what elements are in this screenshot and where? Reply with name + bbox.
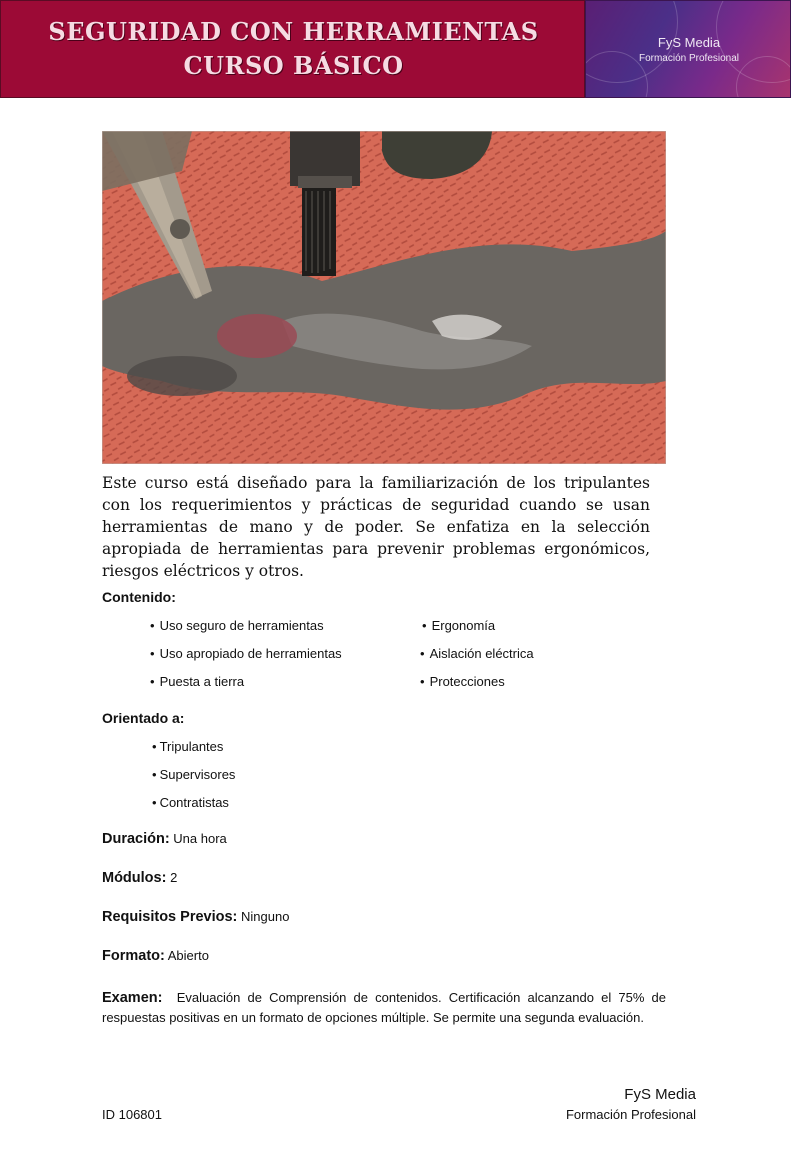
brand-name: FyS Media — [657, 35, 721, 50]
title-line-1: SEGURIDAD CON HERRAMIENTAS — [48, 17, 539, 46]
contenido-item: • Uso seguro de herramientas — [150, 618, 324, 633]
brand-subtitle: Formación Profesional — [638, 53, 740, 64]
duracion-row: Duración: Una hora — [102, 831, 227, 847]
title-line-2: CURSO BÁSICO — [183, 51, 404, 80]
tools-on-deck-image — [102, 131, 666, 464]
modulos-row: Módulos: 2 — [102, 870, 178, 886]
audience-item: • Supervisores — [152, 767, 236, 782]
course-id: ID 106801 — [102, 1107, 162, 1122]
examen-paragraph: Examen: Evaluación de Comprensión de contenidos. Certificación alcanzando el 75% de respuestas positivas en un formato de opciones múltiple. Se permite una segunda evaluación. — [102, 990, 666, 1025]
footer-brand-name: FyS Media — [624, 1086, 696, 1103]
contenido-item: • Aislación eléctrica — [420, 646, 534, 661]
brand-banner — [585, 0, 791, 98]
course-description: Este curso está diseñado para la familiarización de los tripulantes con los requerimientos y prácticas de seguridad cuando se usan herramientas de mano y de poder. Se enfatiza en la selección apropiada de herramientas para prevenir problemas ergonómicos, riesgos eléctricos y otros. — [102, 474, 650, 580]
page-header — [0, 0, 791, 98]
formato-row: Formato: Abierto — [102, 948, 209, 964]
contenido-item: • Ergonomía — [422, 618, 496, 633]
audience-item: • Tripulantes — [152, 739, 224, 754]
contenido-item: • Puesta a tierra — [150, 674, 245, 689]
page-title — [1, 15, 586, 83]
orientado-heading: Orientado a: — [102, 710, 185, 726]
contenido-item: • Uso apropiado de herramientas — [150, 646, 342, 661]
footer-brand — [566, 1085, 696, 1125]
footer-brand-subtitle: Formación Profesional — [565, 1107, 696, 1122]
course-photo — [102, 131, 666, 464]
contenido-item: • Protecciones — [420, 674, 505, 689]
contenido-heading: Contenido: — [102, 589, 176, 605]
title-banner — [0, 0, 585, 98]
requisitos-row: Requisitos Previos: Ninguno — [102, 909, 290, 925]
audience-item: • Contratistas — [152, 795, 229, 810]
